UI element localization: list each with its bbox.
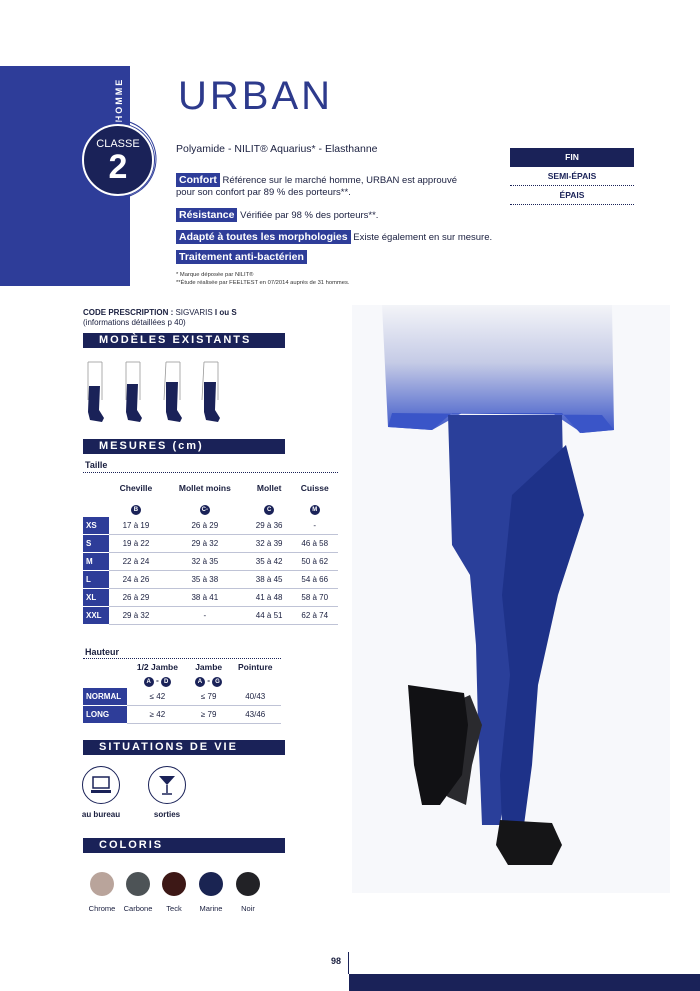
thickness-semi-epais: SEMI-ÉPAIS xyxy=(510,167,634,186)
model-illustrations xyxy=(82,360,232,430)
divider xyxy=(348,952,349,974)
thickness-fin: FIN xyxy=(510,148,634,167)
color-noir xyxy=(229,872,267,913)
cell: ≤ 79 xyxy=(188,688,230,706)
table-row xyxy=(83,607,338,625)
table-row xyxy=(83,535,338,553)
color-swatch xyxy=(90,872,114,896)
color-marine xyxy=(192,872,230,913)
color-label: Teck xyxy=(166,904,182,913)
feature-tag: Résistance xyxy=(176,208,237,222)
cell: 38 à 45 xyxy=(247,571,292,589)
height-table: 1/2 Jambe Jambe Pointure A - D A - G NORMAL ≤ 42 ≤ 79 40/43 LONG ≥ 42 ≥ 79 43/46 xyxy=(83,660,281,724)
class-ring xyxy=(74,116,160,202)
col-header-half-leg: 1/2 Jambe xyxy=(136,662,178,672)
feature-antibacterial xyxy=(176,251,307,263)
marker-c-minus-icon: C- xyxy=(201,507,209,513)
feature-tag: Traitement anti-bactérien xyxy=(176,250,307,264)
computer-icon xyxy=(90,775,112,795)
col-header-mollet-moins: Mollet moins xyxy=(178,483,231,493)
color-label: Carbone xyxy=(123,904,153,913)
cell: 62 à 74 xyxy=(291,607,338,625)
height-label: NORMAL xyxy=(83,688,127,706)
cell: 26 à 29 xyxy=(163,517,247,535)
table-row xyxy=(83,553,338,571)
size-label: XL xyxy=(83,589,109,607)
cell: 22 à 24 xyxy=(109,553,163,571)
cocktail-icon xyxy=(157,774,177,796)
cell: 58 à 70 xyxy=(291,589,338,607)
feature-text: Référence sur le marché homme, URBAN est approuvé pour son confort par 89 % des porteurs**. xyxy=(176,175,457,198)
cell: 38 à 41 xyxy=(163,589,247,607)
color-label: Marine xyxy=(199,904,223,913)
cell: 54 à 66 xyxy=(291,571,338,589)
situation-label: sorties xyxy=(153,810,181,819)
marker-g-icon: G xyxy=(212,677,222,687)
thickness-scale xyxy=(510,148,634,205)
divider xyxy=(83,658,281,659)
product-title: URBAN xyxy=(178,74,334,118)
table-row xyxy=(83,688,281,706)
cell: 29 à 36 xyxy=(247,517,292,535)
prescription-label: CODE PRESCRIPTION : xyxy=(83,308,174,317)
cell: 17 à 19 xyxy=(109,517,163,535)
footer-bar xyxy=(349,974,700,991)
situation-label: au bureau xyxy=(81,810,121,819)
marker-b-icon: B xyxy=(131,505,141,515)
feature-resistance xyxy=(176,209,378,221)
size-label: S xyxy=(83,535,109,553)
feature-tag: Confort xyxy=(176,173,220,187)
col-header-leg: Jambe xyxy=(195,662,223,672)
cell: 41 à 48 xyxy=(247,589,292,607)
cell: 46 à 58 xyxy=(291,535,338,553)
col-header-mollet: Mollet xyxy=(256,483,282,493)
cell: 50 à 62 xyxy=(291,553,338,571)
cell: ≤ 42 xyxy=(127,688,188,706)
color-swatch xyxy=(162,872,186,896)
col-header-pointure: Pointure xyxy=(238,662,273,672)
size-label: M xyxy=(83,553,109,571)
color-teck xyxy=(155,872,193,913)
cell: 32 à 35 xyxy=(163,553,247,571)
situation-office xyxy=(71,766,131,819)
cell: 29 à 32 xyxy=(163,535,247,553)
cell: 43/46 xyxy=(230,706,281,724)
cell: - xyxy=(163,607,247,625)
cell: - xyxy=(291,517,338,535)
cell: 24 à 26 xyxy=(109,571,163,589)
color-swatch xyxy=(236,872,260,896)
situation-outings xyxy=(137,766,197,819)
section-models: MODÈLES EXISTANTS xyxy=(83,333,285,348)
class-number: 2 xyxy=(108,148,128,186)
cell: 26 à 29 xyxy=(109,589,163,607)
cell: 29 à 32 xyxy=(109,607,163,625)
marker-m-icon: M xyxy=(310,505,320,515)
hauteur-label: Hauteur xyxy=(85,647,120,657)
section-situations: SITUATIONS DE VIE xyxy=(83,740,285,755)
gender-label: HOMME xyxy=(114,77,124,123)
footnote: * Marque déposée par NILIT® xyxy=(176,272,254,278)
marker-c-icon: C xyxy=(264,505,274,515)
table-row xyxy=(83,589,338,607)
cell: 35 à 38 xyxy=(163,571,247,589)
composition: Polyamide - NILIT® Aquarius* - Elasthanne xyxy=(176,143,378,155)
cell: 19 à 22 xyxy=(109,535,163,553)
footnote: **Étude réalisée par FEELTEST en 07/2014 auprès de 31 hommes. xyxy=(176,280,350,286)
color-chrome xyxy=(83,872,121,913)
col-header-cheville: Cheville xyxy=(119,483,153,493)
product-photo xyxy=(352,305,670,893)
cell: 35 à 42 xyxy=(247,553,292,571)
feature-confort xyxy=(176,174,476,199)
size-label: L xyxy=(83,571,109,589)
prescription-code xyxy=(83,308,237,328)
cell: 40/43 xyxy=(230,688,281,706)
section-colors: COLORIS xyxy=(83,838,285,853)
page-number: 98 xyxy=(331,956,342,966)
marker-a-icon: A xyxy=(144,677,154,687)
size-label: XXL xyxy=(83,607,109,625)
feature-tag: Adapté à toutes les morphologies xyxy=(176,230,351,244)
cell: ≥ 79 xyxy=(188,706,230,724)
prescription-codes: I ou S xyxy=(214,308,237,317)
cell: ≥ 42 xyxy=(127,706,188,724)
footnotes xyxy=(176,271,349,287)
height-label: LONG xyxy=(83,706,127,724)
divider xyxy=(83,472,338,473)
cell: 32 à 39 xyxy=(247,535,292,553)
col-header-cuisse: Cuisse xyxy=(300,483,329,493)
thickness-epais: ÉPAIS xyxy=(510,186,634,205)
table-row xyxy=(83,571,338,589)
color-swatch xyxy=(126,872,150,896)
cell: 44 à 51 xyxy=(247,607,292,625)
size-table xyxy=(83,475,338,625)
color-label: Noir xyxy=(241,904,255,913)
feature-text: Vérifiée par 98 % des porteurs**. xyxy=(240,210,379,221)
feature-text: Existe également en sur mesure. xyxy=(353,232,493,243)
marker-a-icon: A xyxy=(195,677,205,687)
color-label: Chrome xyxy=(88,904,116,913)
prescription-details: (informations détaillées p 40) xyxy=(83,318,186,327)
class-label: CLASSE xyxy=(96,138,140,150)
color-swatch xyxy=(199,872,223,896)
section-measures: MESURES (cm) xyxy=(83,439,285,454)
table-row xyxy=(83,706,281,724)
marker-d-icon: D xyxy=(161,677,171,687)
color-carbone xyxy=(119,872,157,913)
taille-label: Taille xyxy=(85,460,108,470)
feature-morphologies xyxy=(176,231,492,243)
prescription-brand: SIGVARIS xyxy=(175,308,213,317)
table-row xyxy=(83,517,338,535)
size-label: XS xyxy=(83,517,109,535)
